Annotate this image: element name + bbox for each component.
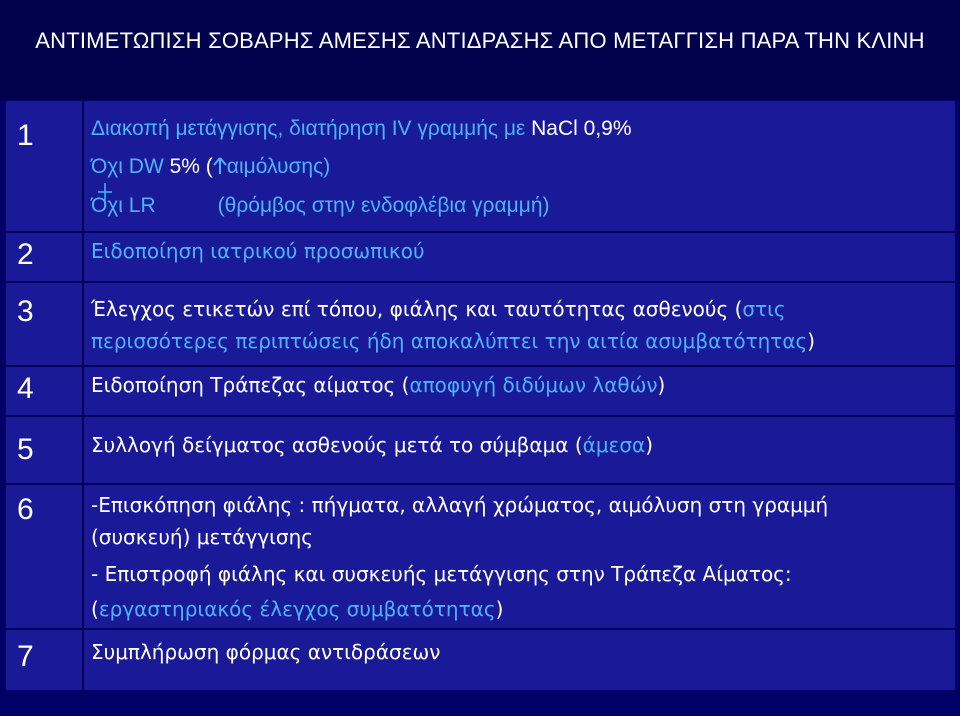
row-1-line-1-text: Διακοπή μετάγγισης, διατήρηση IV γραμμής με: [91, 117, 532, 140]
table-row-1: [6, 101, 955, 231]
row-number: 1: [17, 119, 34, 152]
up-arrow-icon: [213, 157, 227, 175]
cross-mark-icon: [98, 183, 112, 205]
row-number: 4: [17, 372, 34, 405]
number-cell: [6, 485, 84, 630]
row-6-line-4: [91, 597, 503, 621]
row-1-line-2: [91, 155, 330, 179]
row-6-line-1-text: -Επισκόπηση φιάλης : πήγματα, αλλαγή χρώματος, αιμόλυση στη γραμμή: [91, 493, 829, 517]
row-1-line-3: [91, 194, 550, 218]
row-1-line-2-percent: 5% (: [169, 155, 213, 178]
table-row-5: [6, 415, 955, 485]
row-6-line-3: [91, 562, 792, 586]
row-1-line-3-note: (θρόμβος στην ενδοφλέβια γραμμή): [217, 194, 550, 217]
table-row-6: [6, 483, 955, 630]
row-number: 5: [17, 433, 34, 466]
number-cell: [6, 367, 84, 417]
number-cell: [6, 233, 84, 283]
row-3-line-1-hl: στις: [742, 297, 786, 321]
row-6-line-2-text: (συσκευή) μετάγγισης: [91, 525, 314, 549]
row-number: 2: [17, 238, 34, 271]
row-6-line-4-open: (: [91, 597, 99, 621]
slide-title: ΑΝΤΙΜΕΤΩΠΙΣΗ ΣΟΒΑΡΗΣ ΑΜΕΣΗΣ ΑΝΤΙΔΡΑΣΗΣ ΑΠΟ ΜΕΤΑΓΓΙΣΗ ΠΑΡΑ ΤΗΝ ΚΛΙΝΗ: [35, 28, 925, 53]
number-cell: [6, 101, 84, 231]
title-banner: [0, 0, 960, 100]
row-1-line-3-prefix: Όχι LR: [91, 194, 156, 217]
row-6-line-1: [91, 493, 828, 517]
row-5-line-1-text: Συλλογή δείγματος ασθενούς μετά το σύμβαμα (: [91, 433, 583, 457]
row-6-line-4-close: ): [495, 597, 504, 621]
row-6-line-2: [91, 525, 313, 549]
row-5-line-1: [91, 433, 653, 457]
number-cell: [6, 283, 84, 367]
row-4-line-1-text: Ειδοποίηση Τράπεζας αίματος (: [91, 373, 410, 397]
number-cell: [6, 417, 84, 485]
row-4-line-1-hl: αποφυγή διδύμων λαθών: [409, 373, 658, 397]
steps-table: [6, 101, 955, 690]
table-row-2: [6, 231, 955, 283]
row-2-line-1: [91, 239, 425, 263]
row-5-line-1-hl: άμεσα: [582, 433, 646, 457]
table-row-3: [6, 281, 955, 367]
row-3-line-1-text: Έλεγχος ετικετών επί τόπου, φιάλης και ταυτότητας ασθενούς (: [91, 297, 743, 321]
row-1-line-1-nacl: NaCl 0,9%: [531, 117, 632, 140]
row-1-line-1: [91, 117, 632, 141]
row-2-line-1-text: Ειδοποίηση ιατρικού προσωπικού: [91, 239, 425, 263]
row-number: 6: [17, 493, 34, 526]
table-row-4: [6, 365, 955, 417]
row-3-line-2-close: ): [807, 329, 816, 353]
row-6-line-4-hl: εργαστηριακός έλεγχος συμβατότητας: [98, 597, 496, 621]
row-1-line-2-prefix: Όχι DW: [91, 155, 170, 178]
table-row-7: [6, 628, 955, 692]
number-cell: [6, 630, 84, 692]
row-number: 7: [17, 640, 34, 673]
row-7-line-1: [91, 640, 440, 664]
row-3-line-2-hl: περισσότερες περιπτώσεις ήδη αποκαλύπτει την αιτία ασυμβατότητας: [91, 329, 808, 353]
row-3-line-1: [91, 297, 786, 321]
row-4-line-1: [91, 373, 665, 397]
row-1-line-2-hemolysis: αιμόλυσης): [226, 155, 331, 178]
row-4-line-1-close: ): [657, 373, 666, 397]
row-number: 3: [17, 295, 34, 328]
row-5-line-1-close: ): [645, 433, 654, 457]
row-6-line-3-text: - Επιστροφή φιάλης και συσκευής μετάγγισης στην Τράπεζα Αίματος:: [91, 562, 792, 586]
row-3-line-2: [91, 329, 815, 353]
row-7-line-1-text: Συμπλήρωση φόρμας αντιδράσεων: [91, 640, 441, 664]
